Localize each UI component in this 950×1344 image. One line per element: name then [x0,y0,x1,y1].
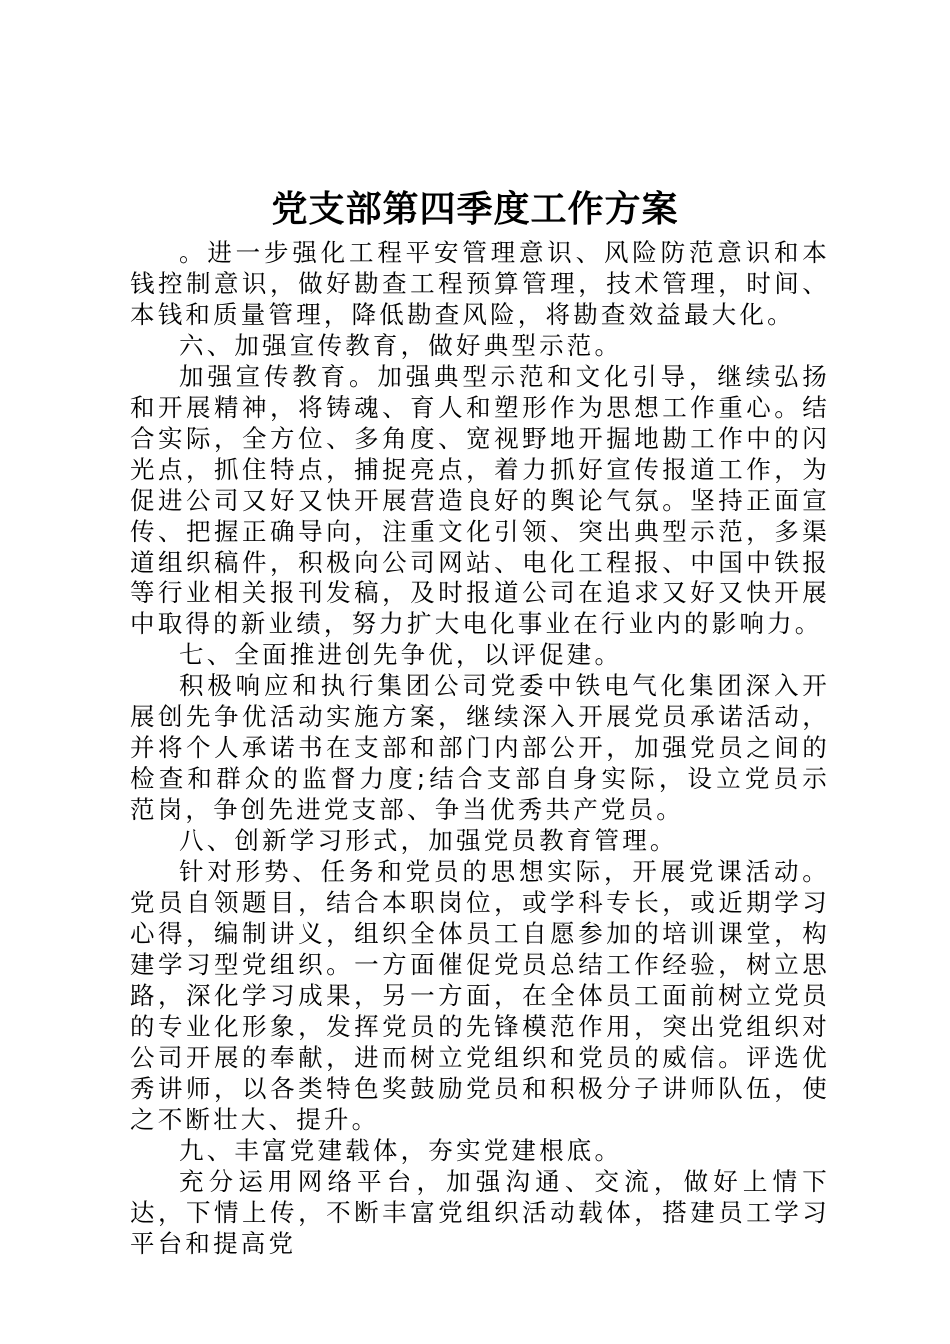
paragraph-section-8: 针对形势、任务和党员的思想实际，开展党课活动。党员自领题目，结合本职岗位，或学科专长，或近期学习心得，编制讲义，组织全体员工自愿参加的培训课堂，构建学习型党组织。一方面催促党员总结工作经验，树立思路，深化学习成果，另一方面，在全体员工面前树立党员的专业化形象，发挥党员的先锋模范作用，突出党组织对公司开展的奉献，进而树立党组织和党员的威信。评选优秀讲师，以各类特色奖鼓励党员和积极分子讲师队伍，使之不断壮大、提升。 [130,857,830,1134]
section-heading-6: 六、加强宣传教育，做好典型示范。 [179,330,623,360]
paragraph-section-7: 积极响应和执行集团公司党委中铁电气化集团深入开展创先争优活动实施方案，继续深入开展党员承诺活动，并将个人承诺书在支部和部门内部公开，加强党员之间的检查和群众的监督力度;结合支部自身实际，设立党员示范岗，争创先进党支部、争当优秀共产党员。 [130,671,830,825]
paragraph-intro: 。进一步强化工程平安管理意识、风险防范意识和本钱控制意识，做好勘查工程预算管理，技术管理，时间、本钱和质量管理，降低勘查风险，将勘查效益最大化。 [130,238,830,329]
section-heading-9: 九、丰富党建载体，夯实党建根底。 [179,1135,623,1165]
paragraph-section-6: 加强宣传教育。加强典型示范和文化引导，继续弘扬和开展精神，将铸魂、育人和塑形作为思想工作重心。结合实际，全方位、多角度、宽视野地开掘地勘工作中的闪光点，抓住特点，捕捉亮点，着力抓好宣传报道工作，为促进公司又好又快开展营造良好的舆论气氛。坚持正面宣传、把握正确导向，注重文化引领、突出典型示范，多渠道组织稿件，积极向公司网站、电化工程报、中国中铁报等行业相关报刊发稿，及时报道公司在追求又好又快开展中取得的新业绩，努力扩大电化事业在行业内的影响力。 [130,361,830,639]
paragraph-section-9: 充分运用网络平台，加强沟通、交流，做好上情下达，下情上传，不断丰富党组织活动载体，搭建员工学习平台和提高党 [130,1166,830,1258]
section-heading-7: 七、全面推进创先争优，以评促建。 [179,640,623,670]
document-body [130,238,830,1259]
section-heading-8: 八、创新学习形式，加强党员教育管理。 [179,826,678,856]
document-title: 党支部第四季度工作方案 [271,188,679,230]
